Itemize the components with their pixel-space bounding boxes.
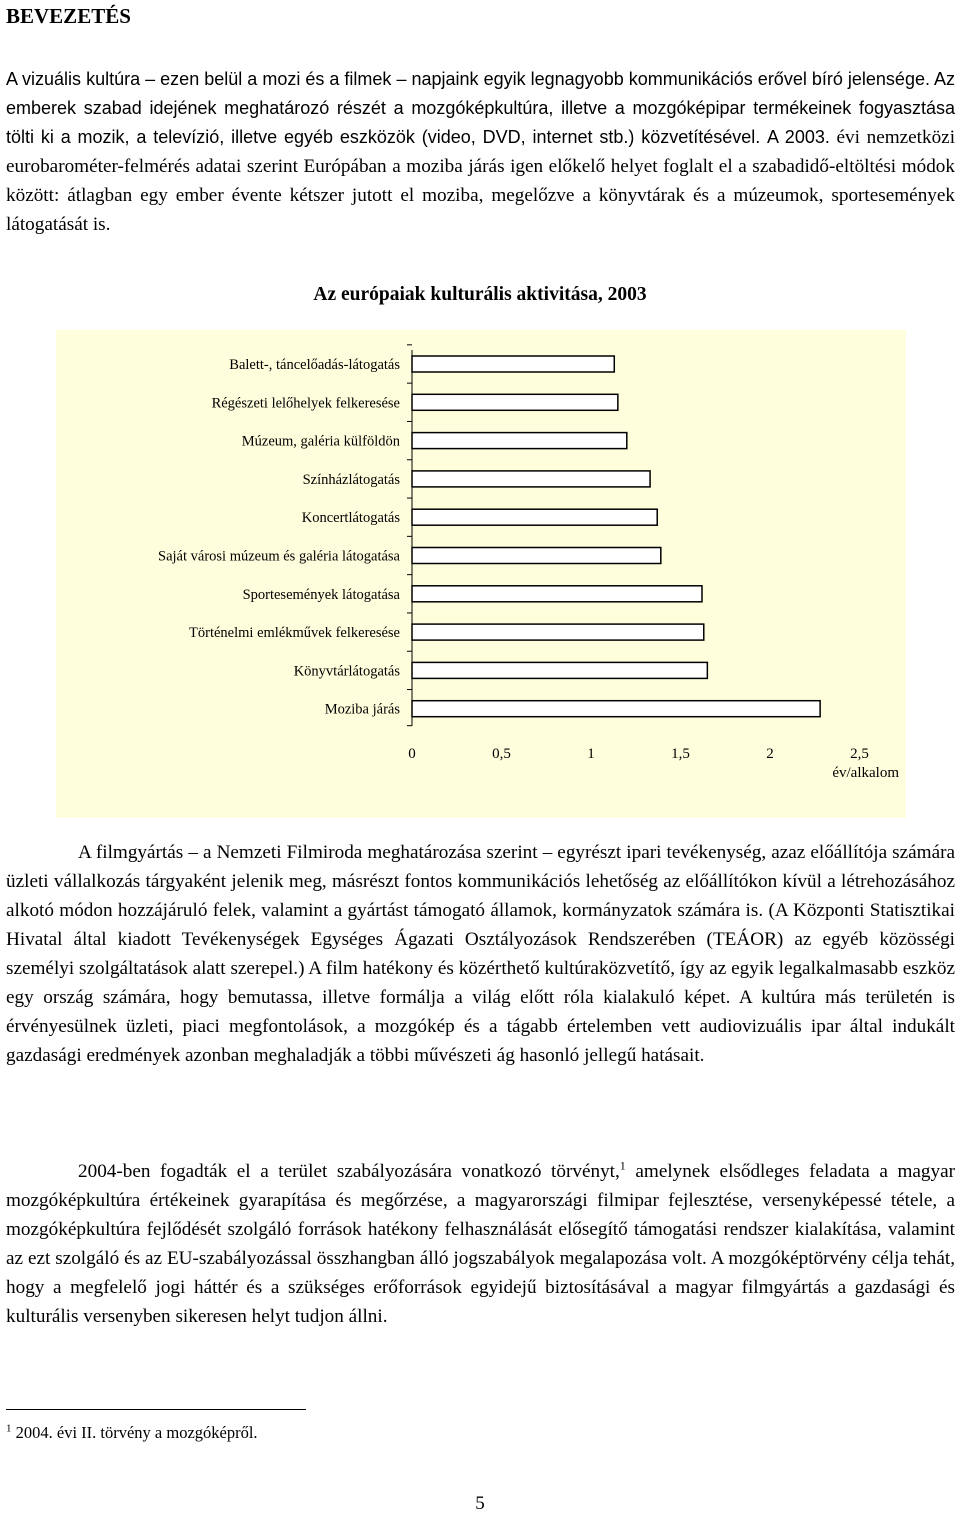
x-tick-label-6: 2,5: [850, 746, 869, 762]
film-production-paragraph: A filmgyártás – a Nemzeti Filmiroda meghatározása szerint – egyrészt ipari tevékenység, azaz előállítója számára üzleti vállalkozás tárgyaként jelenik meg, másrészt fontos kommunikációs lehetőség az előállítókon kívül a létrehozásához alkotó módon hozzájáruló felek, valamint a gyártást támogató államok, kormányzatok számára is. (A Központi Statisztikai Hivatal által kiadott Tevékenységek Egységes Ágazati Osztályozások Rendszerében (TEÁOR) az egyéb közösségi személyi szolgáltatások alatt szerepel.) A film hatékony és közérthető kultúraközvetítő, így az egyik legalkalmasabb eszköz egy ország számára, hogy bemutassa, illetve formálja a világ előtt róla kialakuló képet. A kultúra más területén is érvényesülnek üzleti, piaci megfontolások, a mozgókép és a tágabb értelemben vett audiovizuális ipar által indukált gazdasági eredmények azonban meghaladják a többi művészeti ág hasonló jellegű hatásait.: [6, 842, 955, 1066]
category-label-2: Régészeti lelőhelyek felkeresése: [211, 395, 400, 412]
x-tick-label-1: 0: [408, 746, 416, 762]
bar-5: [412, 509, 657, 525]
bar-1: [412, 356, 614, 372]
x-tick-label-3: 1: [587, 746, 595, 762]
x-tick-label-4: 1,5: [671, 746, 690, 762]
x-axis-label: év/alkalom: [832, 765, 899, 781]
chart-panel: [56, 330, 906, 818]
chart-title: Az európaiak kulturális aktivitása, 2003: [313, 284, 647, 305]
bar-7: [412, 586, 702, 602]
category-label-9: Könyvtárlátogatás: [293, 663, 400, 680]
page-number: 5: [475, 1493, 485, 1514]
bar-3: [412, 433, 627, 449]
category-label-8: Történelmi emlékművek felkeresése: [189, 625, 400, 642]
bar-chart: [56, 330, 906, 818]
category-label-3: Múzeum, galéria külföldön: [241, 433, 400, 450]
footnote-number: 1: [6, 1422, 12, 1435]
film-law-text-after: amelynek elsődleges feladata a magyar mozgóképkultúra értékeinek gyarapítása és megőrzése, a magyarországi filmipar fejlesztése, versenyképessé tétele, a mozgóképkultúra fejlődését szolgáló források hatékony felhasználását elősegítő támogatási rendszer kialakítása, valamint az ezt szolgáló és az EU-szabályozással összhangban álló jogszabályok megalapozása volt. A mozgóképtörvény célja tehát, hogy a megfelelő jogi háttér és a szükséges erőforrások egyidejű biztosításával a magyar filmgyártás a gazdasági és kulturális versenyben sikeresen helyt tudjon állni.: [6, 1161, 955, 1327]
category-label-7: Sportesemények látogatása: [242, 586, 400, 603]
bar-8: [412, 624, 704, 640]
film-law-paragraph: [6, 1157, 955, 1331]
category-label-6: Saját városi múzeum és galéria látogatása: [158, 548, 400, 565]
footnote: [6, 1423, 258, 1443]
intro-text-part1: A vizuális kultúra – ezen belül a mozi és a filmek – napjaink egyik legnagyobb kommunikációs erővel bíró jelensége. Az emberek szabad idejének meghatározó részét a mozgóképkultúra, illetve a mozgóképipar termékeinek fogyasztása tölti ki a mozik, a televízió, illetve egyéb eszközök (video, DVD, internet stb.) közvetítésével.: [6, 69, 955, 147]
intro-text-part3: évi nemzetközi eurobarométer-felmérés adatai szerint Európában a moziba járás igen előkelő helyet foglalt el a szabadidő-eltöltési módok között: átlagban egy ember évente kétszer jutott el moziba, megelőzve a könyvtárak és a múzeumok, sportesemények látogatását is.: [6, 127, 956, 235]
section-heading: BEVEZETÉS: [6, 4, 131, 28]
footnote-reference[interactable]: 1: [619, 1158, 626, 1173]
intro-text-part2: A 2003.: [766, 127, 830, 147]
bar-9: [412, 662, 707, 678]
bar-10: [412, 701, 820, 717]
category-label-4: Színházlátogatás: [302, 471, 400, 488]
bar-2: [412, 394, 618, 410]
category-label-10: Moziba járás: [324, 701, 400, 718]
film-law-text-before: 2004-ben fogadták el a terület szabályozására vonatkozó törvényt,: [78, 1161, 620, 1182]
footnote-text: 2004. évi II. törvény a mozgóképről.: [11, 1423, 258, 1442]
intro-paragraph: [6, 65, 955, 239]
x-tick-label-2: 0,5: [492, 746, 511, 762]
bar-4: [412, 471, 650, 487]
category-label-1: Balett-, táncelőadás-látogatás: [229, 357, 400, 373]
bar-6: [412, 548, 661, 564]
category-label-5: Koncertlátogatás: [301, 510, 400, 527]
footnote-separator: [6, 1409, 306, 1410]
x-tick-label-5: 2: [766, 746, 774, 762]
